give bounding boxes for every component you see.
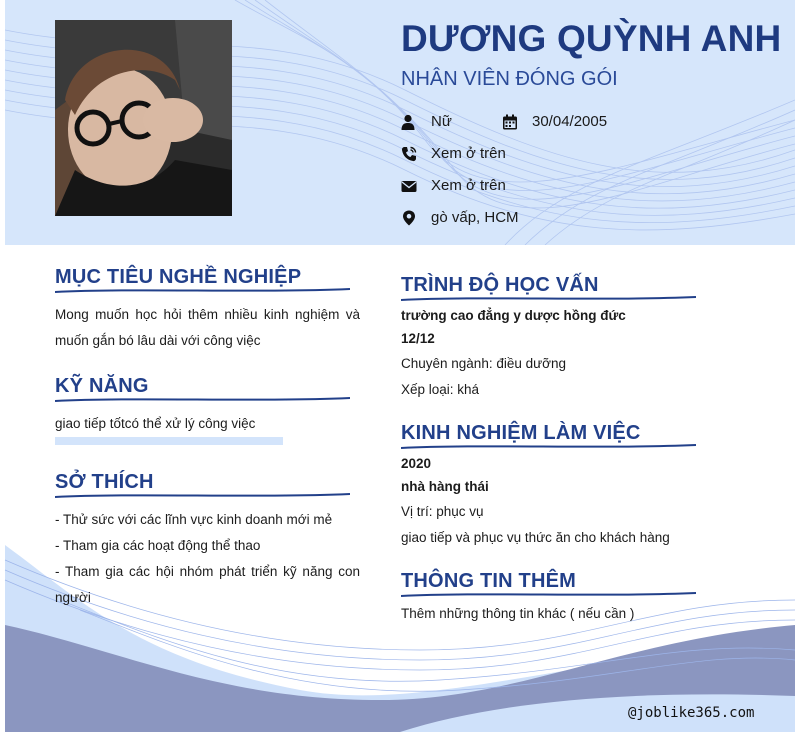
skills-title: KỸ NĂNG (55, 375, 149, 397)
skill-bar (55, 437, 283, 445)
experience-company: nhà hàng thái (401, 479, 489, 494)
education-title: TRÌNH ĐỘ HỌC VẤN (401, 274, 599, 296)
education-grade: 12/12 (401, 331, 435, 346)
experience-role: Vị trí: phục vụ (401, 504, 484, 519)
education-underline (401, 296, 696, 302)
hobby-item: - Tham gia các hội nhóm phát triển kỹ năng con người (55, 564, 360, 605)
watermark-text: @joblike365.com (628, 705, 755, 721)
candidate-name: DƯƠNG QUỲNH ANH (401, 18, 782, 59)
hobby-item: - Thử sức với các lĩnh vực kinh doanh mới mẻ (55, 512, 333, 527)
objective-underline (55, 288, 350, 294)
skills-text: giao tiếp tốtcó thể xử lý công việc (55, 416, 256, 431)
phone-value: Xem ở trên (431, 145, 506, 162)
hobbies-underline (55, 493, 350, 499)
experience-year: 2020 (401, 456, 432, 471)
experience-underline (401, 444, 696, 450)
objective-title: MỤC TIÊU NGHỀ NGHIỆP (55, 266, 302, 288)
email-value: Xem ở trên (431, 177, 506, 194)
extra-title: THÔNG TIN THÊM (401, 570, 577, 592)
objective-text: Mong muốn học hỏi thêm nhiều kinh nghiệm và muốn gắn bó lâu dài với công việc (55, 307, 360, 348)
education-school: trường cao đẳng y dược hồng đức (401, 308, 626, 323)
experience-description: giao tiếp và phục vụ thức ăn cho khách hàng (401, 530, 670, 545)
education-rank: Xếp loại: khá (401, 382, 480, 397)
hobbies-title: SỞ THÍCH (55, 471, 154, 493)
extra-text: Thêm những thông tin khác ( nếu cần ) (401, 606, 635, 621)
birthday-value: 30/04/2005 (532, 113, 608, 130)
hobby-item: - Tham gia các hoạt động thể thao (55, 538, 261, 553)
extra-underline (401, 592, 696, 598)
candidate-position: NHÂN VIÊN ĐÓNG GÓI (401, 68, 618, 90)
address-value: gò vấp, HCM (431, 209, 519, 226)
experience-title: KINH NGHIỆM LÀM VIỆC (401, 422, 641, 444)
skills-underline (55, 397, 350, 403)
education-major: Chuyên ngành: điều dưỡng (401, 356, 567, 371)
gender-value: Nữ (431, 113, 452, 130)
